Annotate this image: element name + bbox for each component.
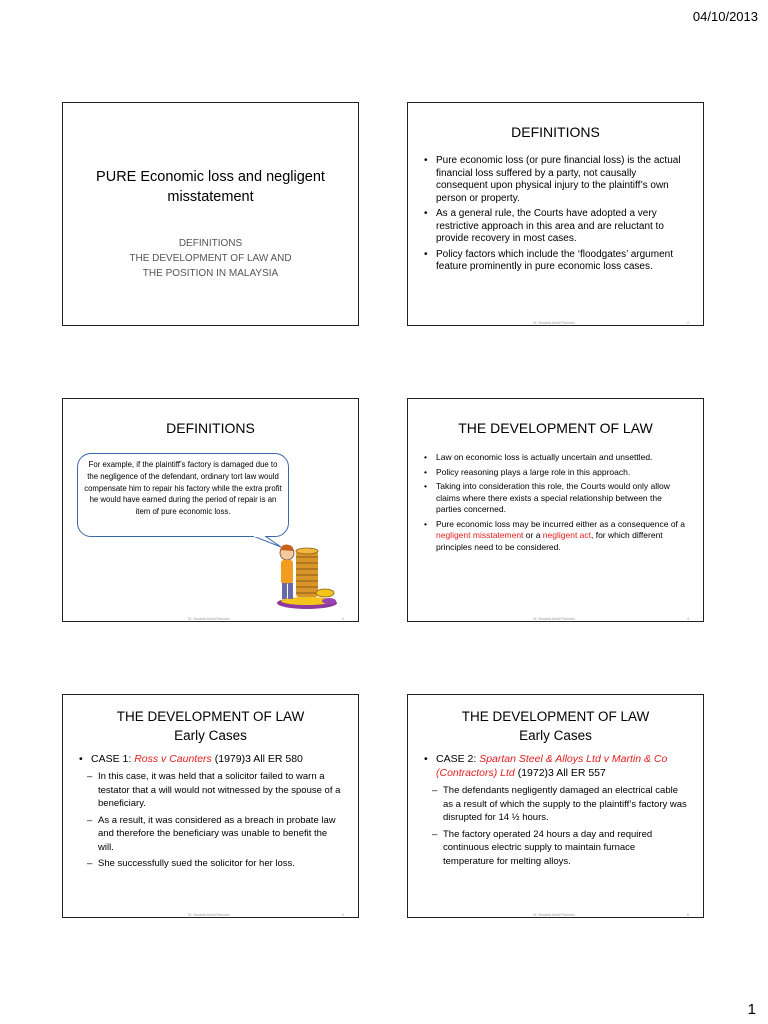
slide-title	[418, 707, 693, 745]
footer-author: Dr. Noraida Abdul Rahman	[188, 617, 230, 621]
bullet-item: • Policy factors which include the ‘floodgates’ argument feature prominently in pure economic loss cases.	[424, 249, 689, 274]
bullet-list	[79, 752, 344, 874]
bullet-item: • As a general rule, the Courts have adopted a very restrictive approach in this area and are reluctant to provide recovery in most cases.	[424, 208, 689, 246]
bullet-list	[424, 155, 689, 277]
footer-slide-number: 6	[687, 913, 689, 917]
footer-slide-number: 3	[342, 617, 344, 621]
subtitle-line: THE DEVELOPMENT OF LAW AND	[129, 253, 292, 264]
footer-author: Dr. Noraida Abdul Rahman	[533, 617, 575, 621]
bullet-text: Pure economic loss may be incurred either as a consequence of a	[436, 518, 685, 529]
footer-slide-number: 5	[342, 913, 344, 917]
bullet-item: • Law on economic loss is actually uncertain and unsettled.	[424, 452, 689, 464]
slide-4-development-of-law	[407, 398, 704, 622]
sub-point-list	[87, 770, 344, 871]
sub-point-list	[432, 784, 689, 868]
slide-title: DEFINITIONS	[166, 420, 255, 436]
slide-title-line: Early Cases	[174, 728, 247, 743]
sub-point: – As a result, it was considered as a breach in probate law and therefore the beneficiary was unable to benefit the will.	[87, 814, 344, 855]
case-name: Ross v Caunters	[134, 753, 212, 765]
footer-author: Dr. Noraida Abdul Rahman	[533, 913, 575, 917]
footer-author: Dr. Noraida Abdul Rahman	[188, 913, 230, 917]
bullet-text: or a	[523, 530, 543, 540]
case-citation: (1972)3 All ER 557	[514, 767, 606, 779]
bullet-item: • Taking into consideration this role, the Courts would only allow claims where there exists a special relationship between the parties concerned.	[424, 481, 689, 516]
slide-title	[73, 707, 348, 745]
footer-slide-number: 2	[687, 321, 689, 325]
bullet-text: , for which different principles need to be considered.	[436, 530, 663, 552]
bullet-list	[424, 452, 689, 556]
slide-title-line: THE DEVELOPMENT OF LAW	[116, 709, 305, 724]
highlight-negligent-act: negligent act	[542, 530, 591, 540]
case-prefix: CASE 2:	[436, 753, 480, 765]
subtitle-line: DEFINITIONS	[178, 238, 243, 249]
sub-point: – The defendants negligently damaged an electrical cable as a result of which the supply to the plaintiff’s factory was disrupted for 14 ½ hours.	[432, 784, 689, 825]
bullet-item: • Pure economic loss (or pure financial loss) is the actual financial loss suffered by a party, not causally consequent upon physical injury to the plaintiff’s own person or property.	[424, 155, 689, 205]
bullet-item: • Policy reasoning plays a large role in this approach.	[424, 467, 689, 479]
sub-point: – She successfully sued the solicitor for her loss.	[87, 857, 344, 871]
slide-6-early-cases-case-2	[407, 694, 704, 918]
date-header: 04/10/2013	[692, 9, 758, 24]
slide-3-definitions-example	[62, 398, 359, 622]
bullet-item	[424, 519, 689, 554]
case-citation: (1979)3 All ER 580	[211, 753, 303, 765]
case-item	[424, 752, 689, 868]
footer-author: Dr. Noraida Abdul Rahman	[533, 321, 575, 325]
slide-title: DEFINITIONS	[511, 124, 600, 140]
presentation-title: PURE Economic loss and negligent misstatement	[96, 169, 325, 205]
callout-text: For example, if the plaintiff’s factory is damaged due to the negligence of the defendant, ordinary tort law would compensate him to repair his factory while the extra profit he would have earned during the period of repair is an item of pure economic loss.	[84, 460, 282, 517]
presentation-subtitle	[73, 236, 348, 281]
footer-slide-number: 4	[687, 617, 689, 621]
slide-1-title	[62, 102, 359, 326]
slide-2-definitions	[407, 102, 704, 326]
slide-title-line: Early Cases	[519, 728, 592, 743]
page-number: 1	[747, 1001, 756, 1018]
slide-5-early-cases-case-1	[62, 694, 359, 918]
case-prefix: CASE 1:	[91, 753, 135, 765]
person-with-coins-clipart	[269, 527, 339, 611]
case-name: Spartan Steel & Alloys Ltd v Martin & Co (Contractors) Ltd	[436, 753, 668, 779]
bullet-list	[424, 752, 689, 871]
slide-title: THE DEVELOPMENT OF LAW	[458, 420, 653, 436]
subtitle-line: THE POSITION IN MALAYSIA	[142, 268, 279, 279]
case-item	[79, 752, 344, 871]
highlight-negligent-misstatement: negligent misstatement	[436, 530, 524, 540]
callout-bubble	[77, 453, 289, 537]
sub-point: – In this case, it was held that a solicitor failed to warn a testator that a will would not witnessed by the spouse of a beneficiary.	[87, 770, 344, 811]
slide-title-line: THE DEVELOPMENT OF LAW	[461, 709, 650, 724]
sub-point: – The factory operated 24 hours a day and required continuous electric supply to maintain furnace temperature for melting alloys.	[432, 828, 689, 869]
